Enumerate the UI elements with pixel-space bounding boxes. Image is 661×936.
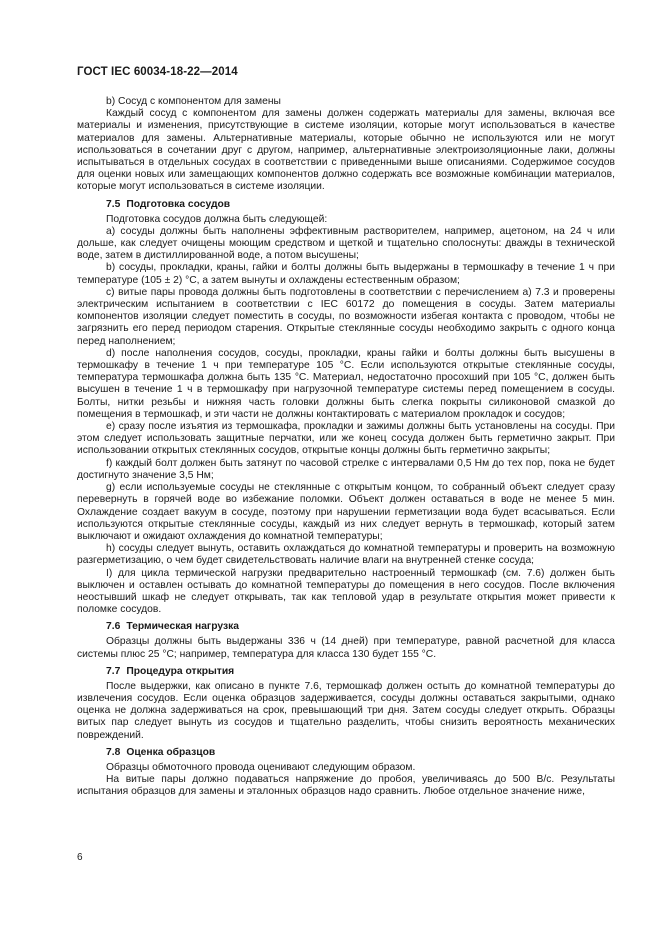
item-b-title: b) Сосуд с компонентом для замены <box>106 96 281 107</box>
list-item-i: I) для цикла термической нагрузки предварительно настроенный термошкаф (см. 7.6) должен быть выключен и оставлен остывать до комнатной температуры до помещения в него сосудов. После включения неостывший шкаф не следует открывать, так как тепловой удар в результате открытия может привести к поломке сосудов. <box>77 567 615 616</box>
document-body <box>77 96 615 798</box>
section-7-8-heading <box>77 747 615 759</box>
list-item-g: g) если используемые сосуды не стеклянные с открытым концом, то собранный объект следует сразу перевернуть в горячей воде во избежание поломки. Объект должен оставаться в воде не менее 5 мин. Охлаждение создает вакуум в сосуде, поэтому при нарушении герметизации вода будет всасываться. Если используются открытые стеклянные сосуды, каждый из них следует вернуть в термошкаф, который затем выключают и ожидают охлаждения до комнатной температуры; <box>77 482 615 542</box>
standard-header: ГОСТ IEC 60034-18-22—2014 <box>77 66 238 78</box>
section-title: Подготовка сосудов <box>126 198 231 210</box>
list-item-e: e) сразу после изъятия из термошкафа, прокладки и зажимы должны быть установлены на сосуды. При этом следует использовать защитные перчатки, или же конец сосуда должен быть герметично закрыт. При использовании открытых стеклянных сосудов, открытые концы должны быть герметично закрыты; <box>77 421 615 457</box>
section-7-6-heading <box>77 621 615 633</box>
list-item-h: h) сосуды следует вынуть, оставить охлаждаться до комнатной температуры и проверить на возможную разгерметизацию, о чем будет свидетельствовать наличие влаги на внутренней стенке сосуда; <box>77 543 615 567</box>
section-title: Оценка образцов <box>126 746 216 758</box>
section-7-8-text-2: На витые пары должно подаваться напряжение до пробоя, увеличиваясь до 500 В/с. Результаты испытания образцов для замены и эталонных образцов надо сравнить. Любое отдельное значение ниже, <box>77 773 615 798</box>
section-7-8-text-1: Образцы обмоточного провода оценивают следующим образом. <box>106 761 416 773</box>
item-b-text: Каждый сосуд с компонентом для замены должен содержать материалы для замены, включая все материалы и изменения, присутствующие в системе изоляции, которые могут использоваться в качестве материалов для замены. Альтернативные материалы, которые обычно не используются или не могут использоваться в сочетании друг с другом, например, альтернативные электроизоляционные лаки, должны испытываться в отдельных сосудах в соответствии с приведенными выше описаниями. Содержимое сосудов для оценки новых или замещающих компонентов должно содержать все возможные комбинации материалов, которые могут использоваться в системе изоляции. <box>77 108 615 193</box>
page-number: 6 <box>77 852 83 863</box>
list-item-c: c) витые пары провода должны быть подготовлены в соответствии с перечислением а) 7.3 и проверены электрическим испытанием в соответствии с IEC 60172 до помещения в сосуды. Затем материалы компонентов изоляции следует поместить в сосуды, по возможности избегая контакта с проводом, чтобы не загрязнить его перед периодом старения. Открытые стеклянные сосуды необходимо закрыть с одного конца перед наполнением; <box>77 286 615 347</box>
list-item-d: d) после наполнения сосудов, сосуды, прокладки, краны гайки и болты должны быть высушены в термошкафу в течение 1 ч при температуре 105 °С. Если используются открытые стеклянные сосуды, температура термошкафа должна быть 135 °С. Материал, недостаточно просохший при 105 °С, должен быть высушен в течение 1 ч в термошкафу при нагрузочной температуре системы перед помещением в сосуды. Болты, нитки резьбы и нижняя часть головки должны быть слегка покрыты силиконовой смазкой до помещения в термошкаф, и эти части не должны контактировать с материалом прокладок и сосудов; <box>77 347 615 420</box>
section-number: 7.5 <box>106 198 121 210</box>
section-number: 7.6 <box>106 621 121 633</box>
section-number: 7.7 <box>106 665 121 677</box>
section-title: Процедура открытия <box>126 665 235 677</box>
section-7-7-heading <box>77 666 615 678</box>
list-item-a: а) сосуды должны быть наполнены эффективным растворителем, например, ацетоном, на 24 ч или дольше, как следует очищены моющим средством и щеткой и тщательно сполоснуты: дважды в технической воде, затем в дистиллированной воде, а потом высушены; <box>77 225 615 262</box>
section-number: 7.8 <box>106 746 121 758</box>
section-7-7-text: После выдержки, как описано в пункте 7.6, термошкаф должен остыть до комнатной температуры до извлечения сосудов. Если оценка образцов задерживается, сосуды должны оставаться закрытыми, однако оценка не должна задерживаться на срок, превышающий три дня. Затем сосуды следует открыть. Образцы витых пар следует вынуть из сосудов и тщательно разделить, чтобы снизить вероятность механических повреждений. <box>77 680 615 741</box>
section-7-6-text: Образцы должны быть выдержаны 336 ч (14 дней) при температуре, равной расчетной для класса системы плюс 25 °С; например, температура для класса 130 будет 155 °С. <box>77 636 615 660</box>
section-7-5-heading <box>77 199 615 211</box>
list-item-f: f) каждый болт должен быть затянут по часовой стрелке с интервалами 0,5 Нм до тех пор, пока не будет достигнуто значение 3,5 Нм; <box>77 457 615 481</box>
section-title: Термическая нагрузка <box>126 621 239 633</box>
section-7-5-lead: Подготовка сосудов должна быть следующей: <box>106 213 328 225</box>
list-item-b: b) сосуды, прокладки, краны, гайки и болты должны быть выдержаны в термошкафу в течение 1 ч при температуре (105 ± 2) °С, а затем вынуты и охлаждены естественным образом; <box>77 262 615 286</box>
